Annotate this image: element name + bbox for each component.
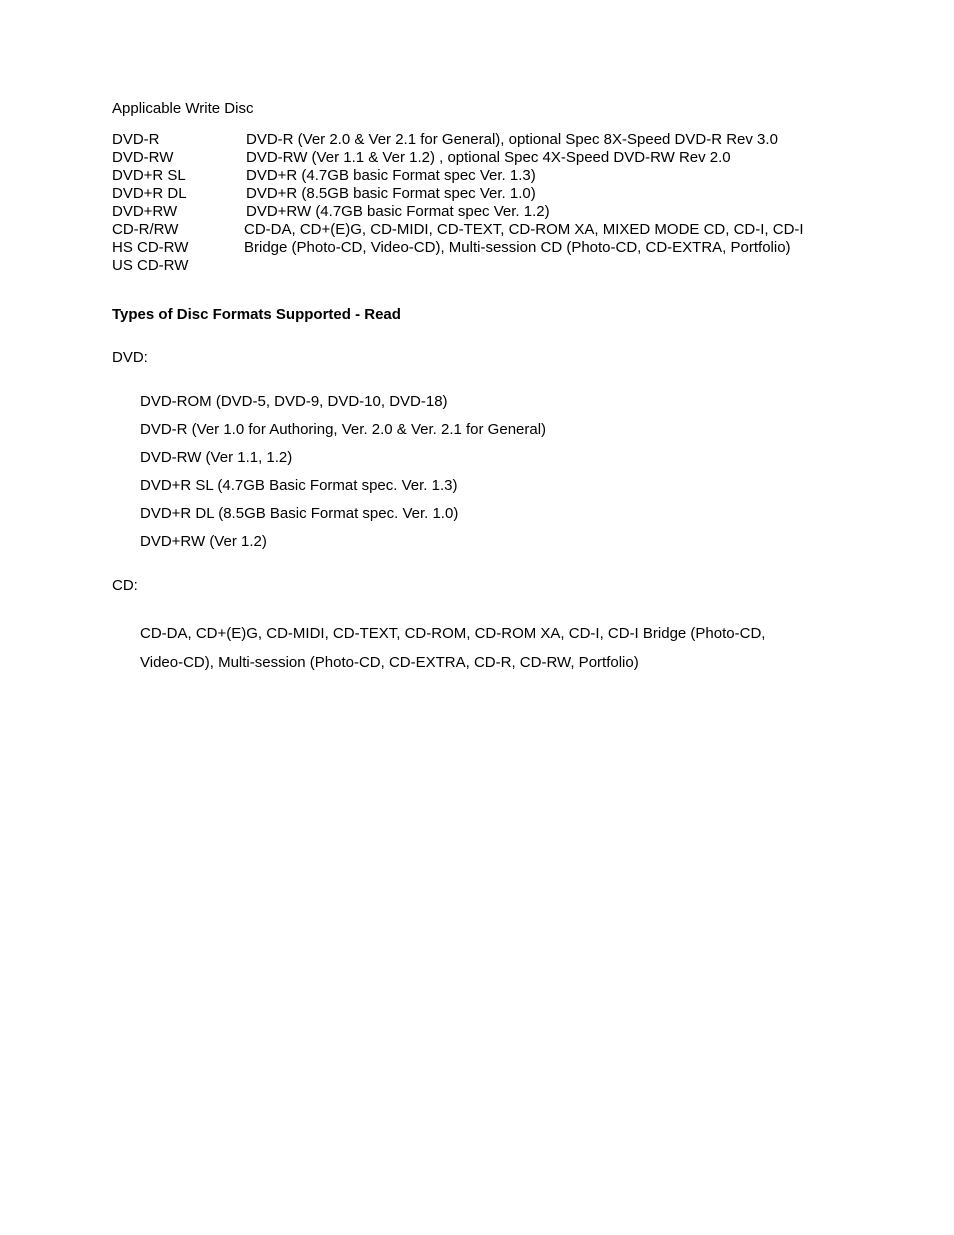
list-item: DVD-R (Ver 1.0 for Authoring, Ver. 2.0 & Ver. 2.1 for General) [140,421,547,438]
write-row [112,167,912,185]
list-item: DVD+R DL (8.5GB Basic Format spec. Ver. 1.0) [140,505,459,522]
write-disc-table [112,131,912,275]
write-row [112,149,912,167]
cd-format-line: Video-CD), Multi-session (Photo-CD, CD-EXTRA, CD-R, CD-RW, Portfolio) [140,653,639,671]
list-item: DVD-ROM (DVD-5, DVD-9, DVD-10, DVD-18) [140,393,448,410]
cd-format-paragraph [140,620,840,677]
write-row [112,239,912,257]
write-row [112,185,912,203]
disc-type: DVD-R [112,131,160,148]
disc-type: HS CD-RW [112,239,189,256]
dvd-format-list [140,393,546,561]
list-item: DVD-RW (Ver 1.1, 1.2) [140,449,293,466]
disc-type: DVD+RW [112,203,178,220]
read-section-title: Types of Disc Formats Supported - Read [112,306,401,323]
dvd-label: DVD: [112,349,148,366]
disc-spec: DVD-R (Ver 2.0 & Ver 2.1 for General), optional Spec 8X-Speed DVD-R Rev 3.0 [246,131,778,148]
disc-spec: Bridge (Photo-CD, Video-CD), Multi-session CD (Photo-CD, CD-EXTRA, Portfolio) [244,239,791,256]
disc-type: US CD-RW [112,257,189,274]
cd-label: CD: [112,577,138,594]
disc-spec: DVD+R (4.7GB basic Format spec Ver. 1.3) [246,167,536,184]
disc-spec: DVD+R (8.5GB basic Format spec Ver. 1.0) [246,185,536,202]
cd-format-line: CD-DA, CD+(E)G, CD-MIDI, CD-TEXT, CD-ROM, CD-ROM XA, CD-I, CD-I Bridge (Photo-CD, [140,625,766,642]
disc-type: DVD+R SL [112,167,186,184]
disc-spec: CD-DA, CD+(E)G, CD-MIDI, CD-TEXT, CD-ROM XA, MIXED MODE CD, CD-I, CD-I [244,221,804,238]
disc-type: DVD-RW [112,149,174,166]
write-row [112,203,912,221]
list-item: DVD+RW (Ver 1.2) [140,533,267,550]
list-item: DVD+R SL (4.7GB Basic Format spec. Ver. 1.3) [140,477,458,494]
disc-type: DVD+R DL [112,185,187,202]
write-section-title: Applicable Write Disc [112,100,254,117]
disc-spec: DVD+RW (4.7GB basic Format spec Ver. 1.2) [246,203,550,220]
disc-type: CD-R/RW [112,221,179,238]
write-row [112,221,912,239]
write-row [112,257,912,275]
write-row [112,131,912,149]
disc-spec: DVD-RW (Ver 1.1 & Ver 1.2) , optional Spec 4X-Speed DVD-RW Rev 2.0 [246,149,731,166]
